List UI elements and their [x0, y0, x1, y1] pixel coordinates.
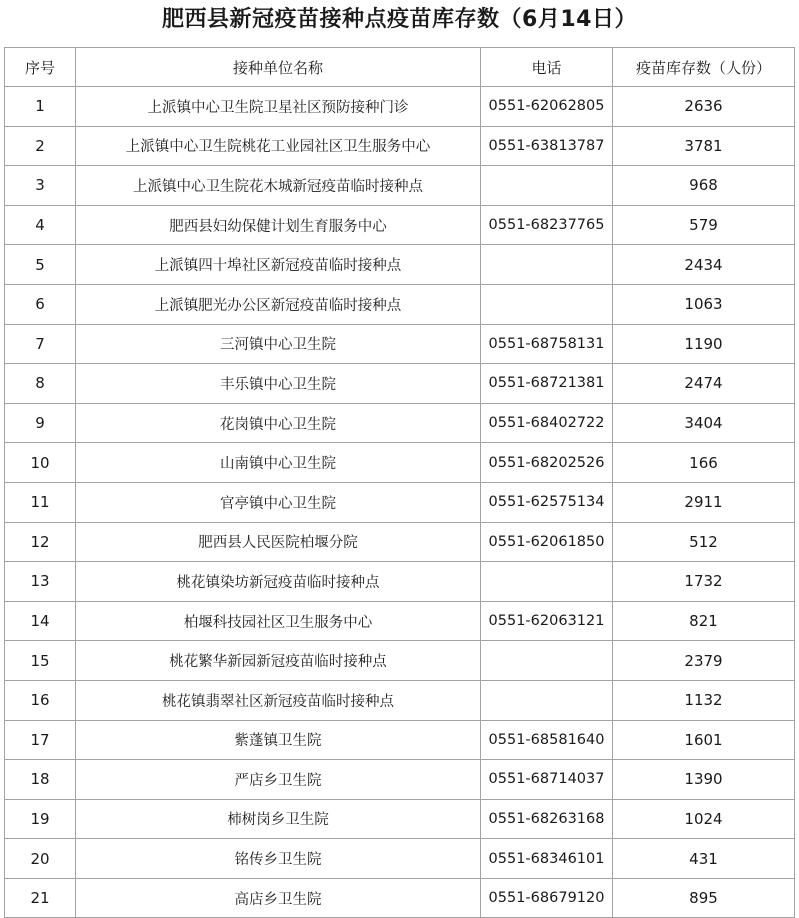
cell-unit-name: 上派镇中心卫生院花木城新冠疫苗临时接种点	[76, 166, 481, 206]
vaccine-stock-table	[4, 47, 795, 918]
header-seq: 序号	[5, 48, 76, 87]
table-row	[5, 799, 795, 839]
cell-stock-count: 512	[613, 522, 795, 562]
cell-stock-count: 166	[613, 443, 795, 483]
cell-phone: 0551-68263168	[481, 799, 613, 839]
table-row	[5, 245, 795, 285]
cell-unit-name: 上派镇中心卫生院卫星社区预防接种门诊	[76, 87, 481, 127]
cell-seq: 11	[5, 482, 76, 522]
cell-phone	[481, 562, 613, 602]
cell-unit-name: 紫蓬镇卫生院	[76, 720, 481, 760]
cell-seq: 16	[5, 680, 76, 720]
cell-unit-name: 肥西县妇幼保健计划生育服务中心	[76, 205, 481, 245]
header-phone: 电话	[481, 48, 613, 87]
cell-seq: 7	[5, 324, 76, 364]
cell-seq: 3	[5, 166, 76, 206]
cell-phone	[481, 166, 613, 206]
table-row	[5, 720, 795, 760]
page-title: 肥西县新冠疫苗接种点疫苗库存数（6月14日）	[162, 7, 637, 32]
cell-seq: 8	[5, 364, 76, 404]
table-row	[5, 839, 795, 879]
table-row	[5, 324, 795, 364]
cell-phone: 0551-62062805	[481, 87, 613, 127]
cell-seq: 14	[5, 601, 76, 641]
cell-unit-name: 桃花繁华新园新冠疫苗临时接种点	[76, 641, 481, 681]
table-row	[5, 601, 795, 641]
table-row	[5, 522, 795, 562]
table-row	[5, 284, 795, 324]
cell-phone: 0551-68758131	[481, 324, 613, 364]
cell-seq: 19	[5, 799, 76, 839]
table-row	[5, 760, 795, 800]
table-row	[5, 443, 795, 483]
cell-seq: 13	[5, 562, 76, 602]
cell-phone: 0551-62575134	[481, 482, 613, 522]
cell-stock-count: 895	[613, 878, 795, 918]
cell-unit-name: 山南镇中心卫生院	[76, 443, 481, 483]
cell-phone: 0551-68581640	[481, 720, 613, 760]
table-row	[5, 641, 795, 681]
table-body	[5, 87, 795, 918]
cell-seq: 2	[5, 126, 76, 166]
cell-unit-name: 丰乐镇中心卫生院	[76, 364, 481, 404]
cell-stock-count: 1390	[613, 760, 795, 800]
cell-unit-name: 官亭镇中心卫生院	[76, 482, 481, 522]
cell-stock-count: 3781	[613, 126, 795, 166]
table-row	[5, 205, 795, 245]
cell-phone: 0551-68202526	[481, 443, 613, 483]
cell-stock-count: 2379	[613, 641, 795, 681]
cell-phone: 0551-68714037	[481, 760, 613, 800]
cell-seq: 15	[5, 641, 76, 681]
cell-seq: 12	[5, 522, 76, 562]
cell-seq: 20	[5, 839, 76, 879]
cell-unit-name: 桃花镇染坊新冠疫苗临时接种点	[76, 562, 481, 602]
cell-phone: 0551-63813787	[481, 126, 613, 166]
cell-unit-name: 严店乡卫生院	[76, 760, 481, 800]
cell-unit-name: 铭传乡卫生院	[76, 839, 481, 879]
cell-unit-name: 柏堰科技园社区卫生服务中心	[76, 601, 481, 641]
cell-phone	[481, 680, 613, 720]
cell-seq: 10	[5, 443, 76, 483]
cell-seq: 4	[5, 205, 76, 245]
cell-seq: 9	[5, 403, 76, 443]
table-row	[5, 680, 795, 720]
cell-stock-count: 1601	[613, 720, 795, 760]
cell-phone: 0551-68721381	[481, 364, 613, 404]
cell-stock-count: 1732	[613, 562, 795, 602]
cell-stock-count: 1024	[613, 799, 795, 839]
cell-stock-count: 2434	[613, 245, 795, 285]
cell-seq: 17	[5, 720, 76, 760]
cell-unit-name: 柿树岗乡卫生院	[76, 799, 481, 839]
table-row	[5, 126, 795, 166]
cell-phone: 0551-68237765	[481, 205, 613, 245]
cell-seq: 5	[5, 245, 76, 285]
cell-stock-count: 2474	[613, 364, 795, 404]
cell-stock-count: 821	[613, 601, 795, 641]
cell-unit-name: 上派镇肥光办公区新冠疫苗临时接种点	[76, 284, 481, 324]
table-row	[5, 878, 795, 918]
header-unit-name: 接种单位名称	[76, 48, 481, 87]
cell-phone	[481, 245, 613, 285]
cell-unit-name: 高店乡卫生院	[76, 878, 481, 918]
table-header-row	[5, 48, 795, 87]
cell-phone: 0551-68402722	[481, 403, 613, 443]
table-row	[5, 87, 795, 127]
cell-unit-name: 桃花镇翡翠社区新冠疫苗临时接种点	[76, 680, 481, 720]
cell-stock-count: 431	[613, 839, 795, 879]
cell-stock-count: 3404	[613, 403, 795, 443]
cell-seq: 18	[5, 760, 76, 800]
cell-phone: 0551-62061850	[481, 522, 613, 562]
cell-unit-name: 肥西县人民医院柏堰分院	[76, 522, 481, 562]
cell-seq: 1	[5, 87, 76, 127]
table-row	[5, 166, 795, 206]
table-row	[5, 562, 795, 602]
table-row	[5, 364, 795, 404]
cell-stock-count: 2911	[613, 482, 795, 522]
cell-stock-count: 2636	[613, 87, 795, 127]
cell-seq: 6	[5, 284, 76, 324]
cell-stock-count: 579	[613, 205, 795, 245]
cell-stock-count: 968	[613, 166, 795, 206]
header-stock-count: 疫苗库存数（人份）	[613, 48, 795, 87]
table-row	[5, 482, 795, 522]
cell-unit-name: 三河镇中心卫生院	[76, 324, 481, 364]
cell-phone: 0551-62063121	[481, 601, 613, 641]
cell-unit-name: 上派镇四十埠社区新冠疫苗临时接种点	[76, 245, 481, 285]
cell-phone: 0551-68346101	[481, 839, 613, 879]
cell-phone: 0551-68679120	[481, 878, 613, 918]
cell-stock-count: 1132	[613, 680, 795, 720]
cell-unit-name: 花岗镇中心卫生院	[76, 403, 481, 443]
cell-seq: 21	[5, 878, 76, 918]
cell-phone	[481, 284, 613, 324]
cell-unit-name: 上派镇中心卫生院桃花工业园社区卫生服务中心	[76, 126, 481, 166]
cell-stock-count: 1063	[613, 284, 795, 324]
table-row	[5, 403, 795, 443]
cell-stock-count: 1190	[613, 324, 795, 364]
cell-phone	[481, 641, 613, 681]
